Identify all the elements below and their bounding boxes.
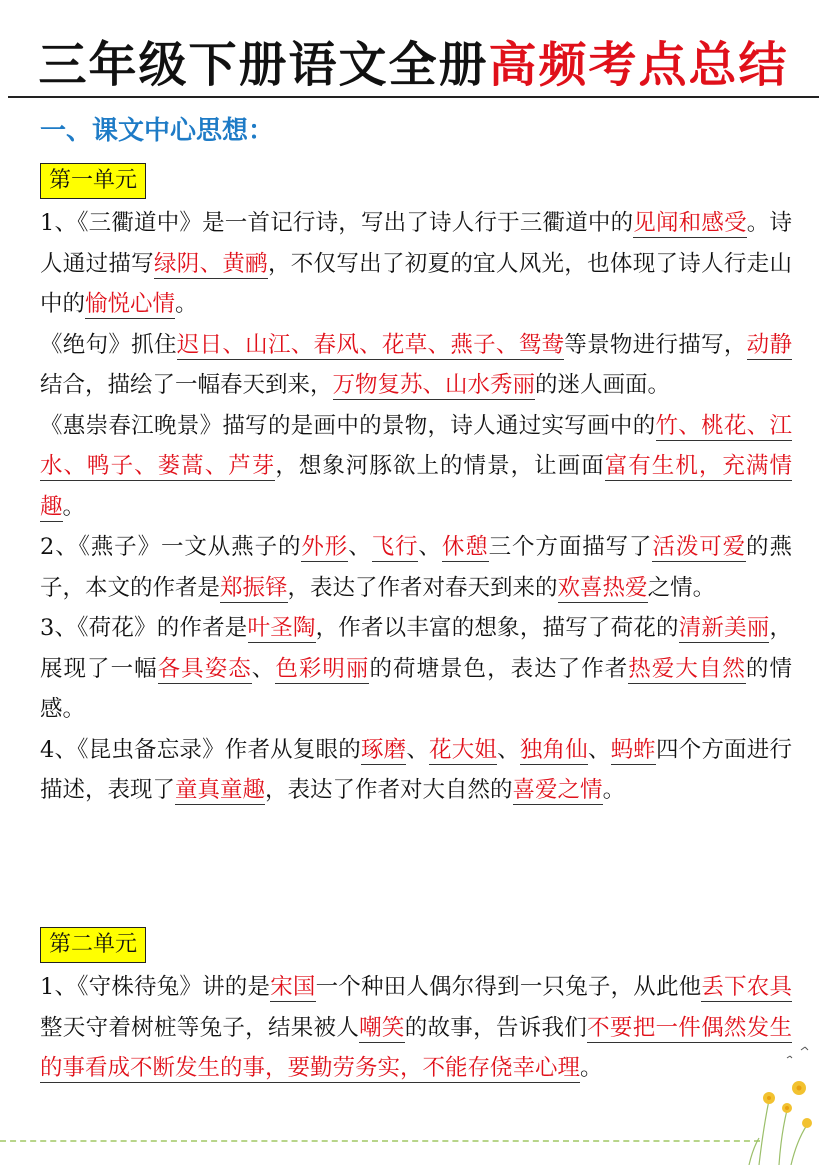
paragraph-text: 。诗人通过描写 bbox=[40, 210, 792, 277]
key-point-highlight: 迟日、山江、春风、花草、燕子、鸳鸯 bbox=[176, 331, 565, 358]
paragraph-text: 、 bbox=[497, 736, 520, 763]
key-point-highlight: 动静 bbox=[746, 331, 792, 358]
paragraph-text: 。 bbox=[602, 777, 626, 803]
key-point-highlight: 花大姐 bbox=[429, 736, 498, 763]
key-point-highlight: 各具姿态 bbox=[157, 655, 252, 682]
paragraph-text: 1、《守株待兔》讲的是 bbox=[40, 974, 271, 1000]
paragraph-text: ，想象河豚欲上的情景，让画面 bbox=[275, 453, 605, 479]
paragraph-text: 三个方面描写了 bbox=[488, 534, 653, 560]
paragraph-text: 3、《荷花》的作者是 bbox=[40, 615, 248, 641]
paragraph-text: 《绝句》抓住 bbox=[40, 331, 177, 358]
paragraph-text: 结合，描绘了一幅春天到来， bbox=[40, 372, 333, 398]
title-main: 三年级下册语文全册 bbox=[38, 37, 489, 93]
key-point-highlight: 愉悦心情 bbox=[85, 291, 176, 317]
key-point-highlight: 见闻和感受 bbox=[633, 210, 747, 236]
paragraph-text: 的荷塘景色，表达了作者 bbox=[369, 655, 629, 682]
paragraph bbox=[40, 967, 792, 1089]
unit-2-label: 第二单元 bbox=[40, 927, 146, 963]
key-point-highlight: 嘲笑 bbox=[359, 1014, 405, 1041]
paragraph-text: 整天守着树桩等兔子，结果被人 bbox=[40, 1014, 360, 1041]
paragraph-text: 四个方面进行描述，表现了 bbox=[40, 736, 792, 803]
paragraph-text: 的迷人画面。 bbox=[535, 372, 671, 398]
section-heading: 一、课文中心思想： bbox=[40, 116, 275, 146]
key-point-highlight: 清新美丽 bbox=[678, 615, 770, 641]
flower-decoration bbox=[729, 1030, 819, 1165]
key-point-highlight: 不要把一件偶然发生的事看成不断发生的事，要勤劳务实，不能存侥幸心理 bbox=[40, 1014, 792, 1081]
key-point-highlight: 喜爱之情 bbox=[512, 777, 603, 803]
key-point-highlight: 竹、桃花、江水、鸭子、蒌蒿、芦芽 bbox=[40, 412, 792, 479]
key-point-highlight: 富有生机，充满情趣 bbox=[40, 453, 792, 520]
paragraph-text: 、 bbox=[587, 736, 611, 763]
title-highlight: 高频考点总结 bbox=[488, 37, 789, 93]
paragraph-text: 之情。 bbox=[647, 574, 716, 601]
paragraph-text: ，不仅写出了初夏的宜人风光，也体现了诗人行走山中的 bbox=[40, 250, 792, 317]
paragraph-text: 等景物进行描写， bbox=[564, 331, 747, 358]
paragraph-text: ，表达了作者对春天到来的 bbox=[287, 574, 558, 601]
paragraph-text: ，展现了一幅 bbox=[40, 615, 792, 682]
key-point-highlight: 休憩 bbox=[441, 534, 489, 560]
key-point-highlight: 琢磨 bbox=[360, 736, 407, 763]
bottom-divider bbox=[0, 1140, 760, 1142]
paragraph-text: 2、《燕子》一文从燕子的 bbox=[40, 534, 302, 560]
key-point-highlight: 叶圣陶 bbox=[247, 615, 316, 641]
unit-2-content bbox=[40, 967, 792, 1089]
paragraph-text: 、 bbox=[251, 655, 276, 682]
paragraph-text: ，表达了作者对大自然的 bbox=[265, 777, 513, 803]
key-point-highlight: 丢下农具 bbox=[701, 974, 792, 1000]
paragraph-text: ，作者以丰富的想象，描写了荷花的 bbox=[315, 615, 679, 641]
paragraph-text: 、 bbox=[418, 534, 442, 560]
paragraph-text: 。 bbox=[175, 291, 198, 317]
paragraph-text: 4、《昆虫备忘录》作者从复眼的 bbox=[40, 736, 361, 763]
paragraph-text: 。 bbox=[62, 493, 86, 520]
paragraph bbox=[40, 608, 792, 730]
paragraph-text: 、 bbox=[406, 736, 430, 763]
key-point-highlight: 欢喜热爱 bbox=[557, 574, 648, 601]
key-point-highlight: 蚂蚱 bbox=[610, 736, 656, 763]
key-point-highlight: 色彩明丽 bbox=[275, 655, 370, 682]
unit-1-label: 第一单元 bbox=[40, 163, 146, 199]
unit-1-content bbox=[40, 203, 792, 811]
paragraph bbox=[40, 406, 792, 528]
key-point-highlight: 绿阴、黄鹂 bbox=[153, 250, 268, 277]
key-point-highlight: 宋国 bbox=[270, 974, 316, 1000]
key-point-highlight: 热爱大自然 bbox=[628, 655, 746, 682]
key-point-highlight: 活泼可爱 bbox=[652, 534, 747, 560]
key-point-highlight: 万物复苏、山水秀丽 bbox=[332, 372, 536, 398]
paragraph bbox=[40, 325, 792, 406]
key-point-highlight: 郑振铎 bbox=[220, 574, 288, 601]
title-divider bbox=[8, 96, 819, 98]
paragraph-text: 《惠崇春江晚景》描写的是画中的景物，诗人通过实写画中的 bbox=[40, 412, 656, 439]
paragraph-text: 的故事，告诉我们 bbox=[404, 1014, 588, 1041]
paragraph bbox=[40, 730, 792, 811]
paragraph-text: 、 bbox=[348, 534, 372, 560]
page-title bbox=[0, 30, 827, 100]
paragraph bbox=[40, 203, 792, 325]
paragraph bbox=[40, 527, 792, 608]
paragraph-text: 的燕子，本文的作者是 bbox=[40, 534, 792, 601]
key-point-highlight: 飞行 bbox=[371, 534, 419, 560]
paragraph-text: 1、《三衢道中》是一首记行诗，写出了诗人行于三衢道中的 bbox=[40, 210, 634, 236]
paragraph-text: 。 bbox=[580, 1055, 603, 1081]
paragraph-text: 的情感。 bbox=[40, 655, 792, 722]
key-point-highlight: 外形 bbox=[301, 534, 349, 560]
key-point-highlight: 童真童趣 bbox=[175, 777, 266, 803]
paragraph-text: 一个种田人偶尔得到一只兔子，从此他 bbox=[315, 974, 702, 1000]
key-point-highlight: 独角仙 bbox=[519, 736, 588, 763]
